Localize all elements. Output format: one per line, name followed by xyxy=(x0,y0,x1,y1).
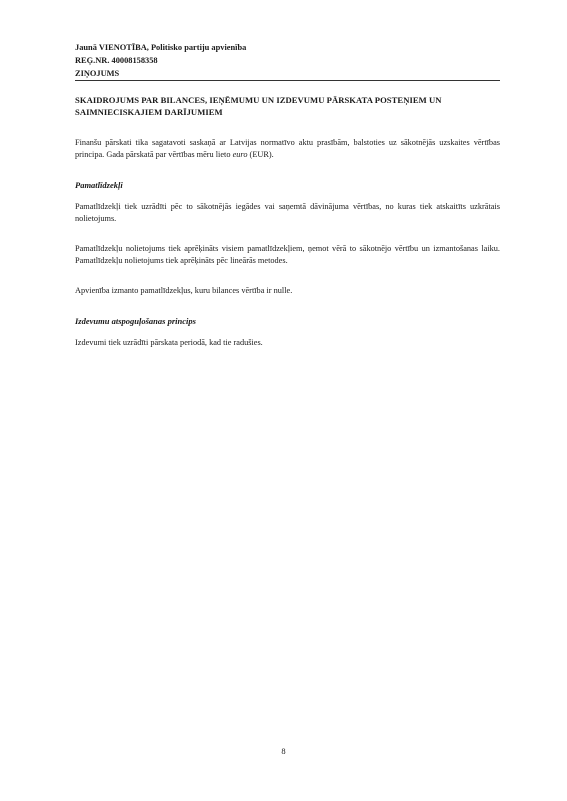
pamatlidzekli-paragraph-3: Apvienība izmanto pamatlīdzekļus, kuru bilances vērtība ir nulle. xyxy=(75,286,293,295)
intro-text-after: (EUR). xyxy=(247,150,274,159)
pamatlidzekli-paragraph-2: Pamatlīdzekļu nolietojums tiek aprēķināts visiem pamatlīdzekļiem, ņemot vērā to sākotnējo vērtību un izmantošanas laiku. Pamatlīdzekļu nolietojums tiek aprēķināts pēc lineārās metodes. xyxy=(75,244,500,265)
heading-pamatlidzekli: Pamatlīdzekļi xyxy=(75,180,123,190)
intro-paragraph xyxy=(75,137,500,161)
page-header xyxy=(75,41,500,80)
registration-number: REĢ.NR. 40008158358 xyxy=(75,56,158,65)
page-number: 8 xyxy=(281,746,286,756)
intro-currency: euro xyxy=(232,150,248,159)
header-divider xyxy=(75,80,500,81)
heading-izdevumi: Izdevumu atspoguļošanas princips xyxy=(75,316,196,326)
document-type: ZIŅOJUMS xyxy=(75,69,120,78)
intro-text-before: Finanšu pārskati tika sagatavoti saskaņā ar Latvijas normatīvo aktu prasībām, balstoties uz sākotnējās uzskaites vērtības principa. Gada pārskatā par vērtības mēru lieto xyxy=(75,138,500,159)
document-body xyxy=(75,94,500,349)
pamatlidzekli-paragraph-1: Pamatlīdzekļi tiek uzrādīti pēc to sākotnējās iegādes vai saņemtā dāvinājuma vērtības, no kuras tiek atskaitīts uzkrātais nolietojums. xyxy=(75,202,500,223)
section-title: SKAIDROJUMS PAR BILANCES, IEŅĒMUMU UN IZDEVUMU PĀRSKATA POSTEŅIEM UN SAIMNIECISKAJIEM DARĪJUMIEM xyxy=(75,95,442,117)
organization-name: Jaunā VIENOTĪBA, Politisko partiju apvienība xyxy=(75,43,247,52)
izdevumi-paragraph-1: Izdevumi tiek uzrādīti pārskata periodā, kad tie radušies. xyxy=(75,338,263,347)
